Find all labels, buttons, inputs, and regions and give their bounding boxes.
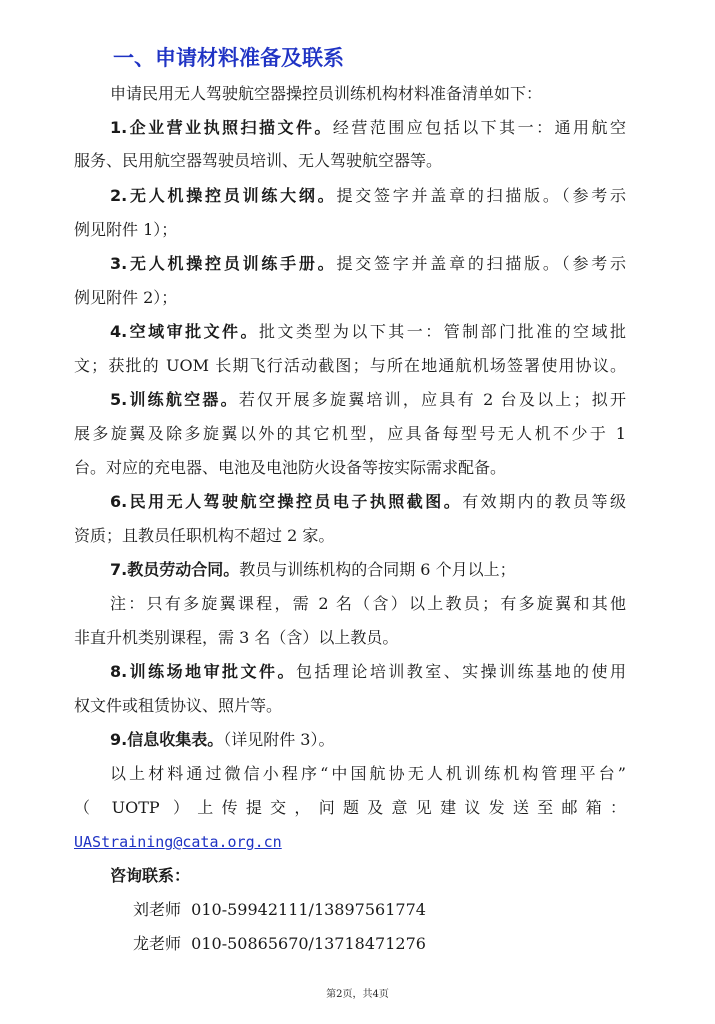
submit-text-1: 以上材料通过微信小程序“中国航协无人机训练机构管理平台” [110, 764, 626, 783]
list-item-7-title: 7.教员劳动合同。 [110, 560, 240, 579]
list-item-1-line-2: 服务、民用航空器驾驶员培训、无人驾驶航空器等。 [74, 151, 443, 170]
email-address[interactable]: UAStraining@cata.org.cn [74, 833, 282, 851]
list-item-4-line-2: 文；获批的 UOM 长期飞行活动截图；与所在地通航机场签署使用协议。 [74, 356, 626, 375]
list-item-5-line-2: 展多旋翼及除多旋翼以外的其它机型，应具备每型号无人机不少于 1 [74, 424, 626, 443]
list-item-9-line-1 [110, 729, 335, 751]
list-item-1-line-1 [74, 117, 626, 139]
list-item-2-text: 提交签字并盖章的扫描版。（参考示 [336, 186, 626, 205]
note-text-1: 注：只有多旋翼课程，需 2 名（含）以上教员；有多旋翼和其他 [110, 594, 626, 613]
list-item-7-line-1 [110, 559, 516, 581]
list-item-7-text: 教员与训练机构的合同期 6 个月以上； [239, 560, 516, 579]
section-heading: 一、申请材料准备及联系 [113, 46, 344, 70]
list-item-6-line-1 [74, 491, 626, 513]
email-link[interactable] [74, 831, 282, 853]
list-item-9-text: （详见附件 3）。 [223, 730, 335, 749]
list-item-9-title: 9.信息收集表。 [110, 730, 224, 749]
list-item-6-title: 6.民用无人驾驶航空操控员电子执照截图。 [110, 492, 463, 511]
submit-line-1 [74, 763, 626, 785]
list-item-1-text: 经营范围应包括以下其一：通用航空 [332, 118, 626, 137]
list-item-5-line-3: 台。对应的充电器、电池及电池防火设备等按实际需求配备。 [74, 458, 507, 477]
list-item-2-line-1 [74, 185, 626, 207]
list-item-1-title: 1.企业营业执照扫描文件。 [110, 118, 333, 137]
list-item-6-line-2: 资质；且教员任职机构不超过 2 家。 [74, 526, 335, 545]
list-item-4-text: 批文类型为以下其一：管制部门批准的空域批 [259, 322, 626, 341]
list-item-8-line-2: 权文件或租赁协议、照片等。 [74, 696, 283, 715]
submit-line-2: （ UOTP ）上传提交，问题及意见建议发送至邮箱： [74, 798, 626, 817]
list-item-4-line-1 [74, 321, 626, 343]
list-item-2-line-2: 例见附件 1）； [74, 220, 178, 239]
list-item-5-line-1 [74, 389, 626, 411]
list-item-8-text: 包括理论培训教室、实操训练基地的使用 [295, 662, 626, 681]
list-item-6-text: 有效期内的教员等级 [462, 492, 626, 511]
list-item-3-line-2: 例见附件 2）； [74, 288, 178, 307]
page-footer: 第2页，共4页 [326, 989, 389, 1000]
list-item-4-title: 4.空域审批文件。 [110, 322, 259, 341]
list-item-8-title: 8.训练场地审批文件。 [110, 662, 296, 681]
list-item-8-line-1 [74, 661, 626, 683]
list-item-2-title: 2.无人机操控员训练大纲。 [110, 186, 337, 205]
contact-title: 咨询联系： [110, 866, 191, 885]
contact-long: 龙老师 010-50865670/13718471276 [133, 934, 426, 953]
list-item-5-title: 5.训练航空器。 [110, 390, 239, 409]
intro-text: 申请民用无人驾驶航空器操控员训练机构材料准备清单如下： [110, 84, 543, 103]
list-item-5-text: 若仅开展多旋翼培训，应具有 2 台及以上；拟开 [238, 390, 626, 409]
list-item-3-title: 3.无人机操控员训练手册。 [110, 254, 337, 273]
note-line-1 [74, 593, 626, 615]
list-item-3-text: 提交签字并盖章的扫描版。（参考示 [336, 254, 626, 273]
list-item-3-line-1 [74, 253, 626, 275]
note-line-2: 非直升机类别课程，需 3 名（含）以上教员。 [74, 628, 399, 647]
contact-liu: 刘老师 010-59942111/13897561774 [133, 900, 426, 919]
